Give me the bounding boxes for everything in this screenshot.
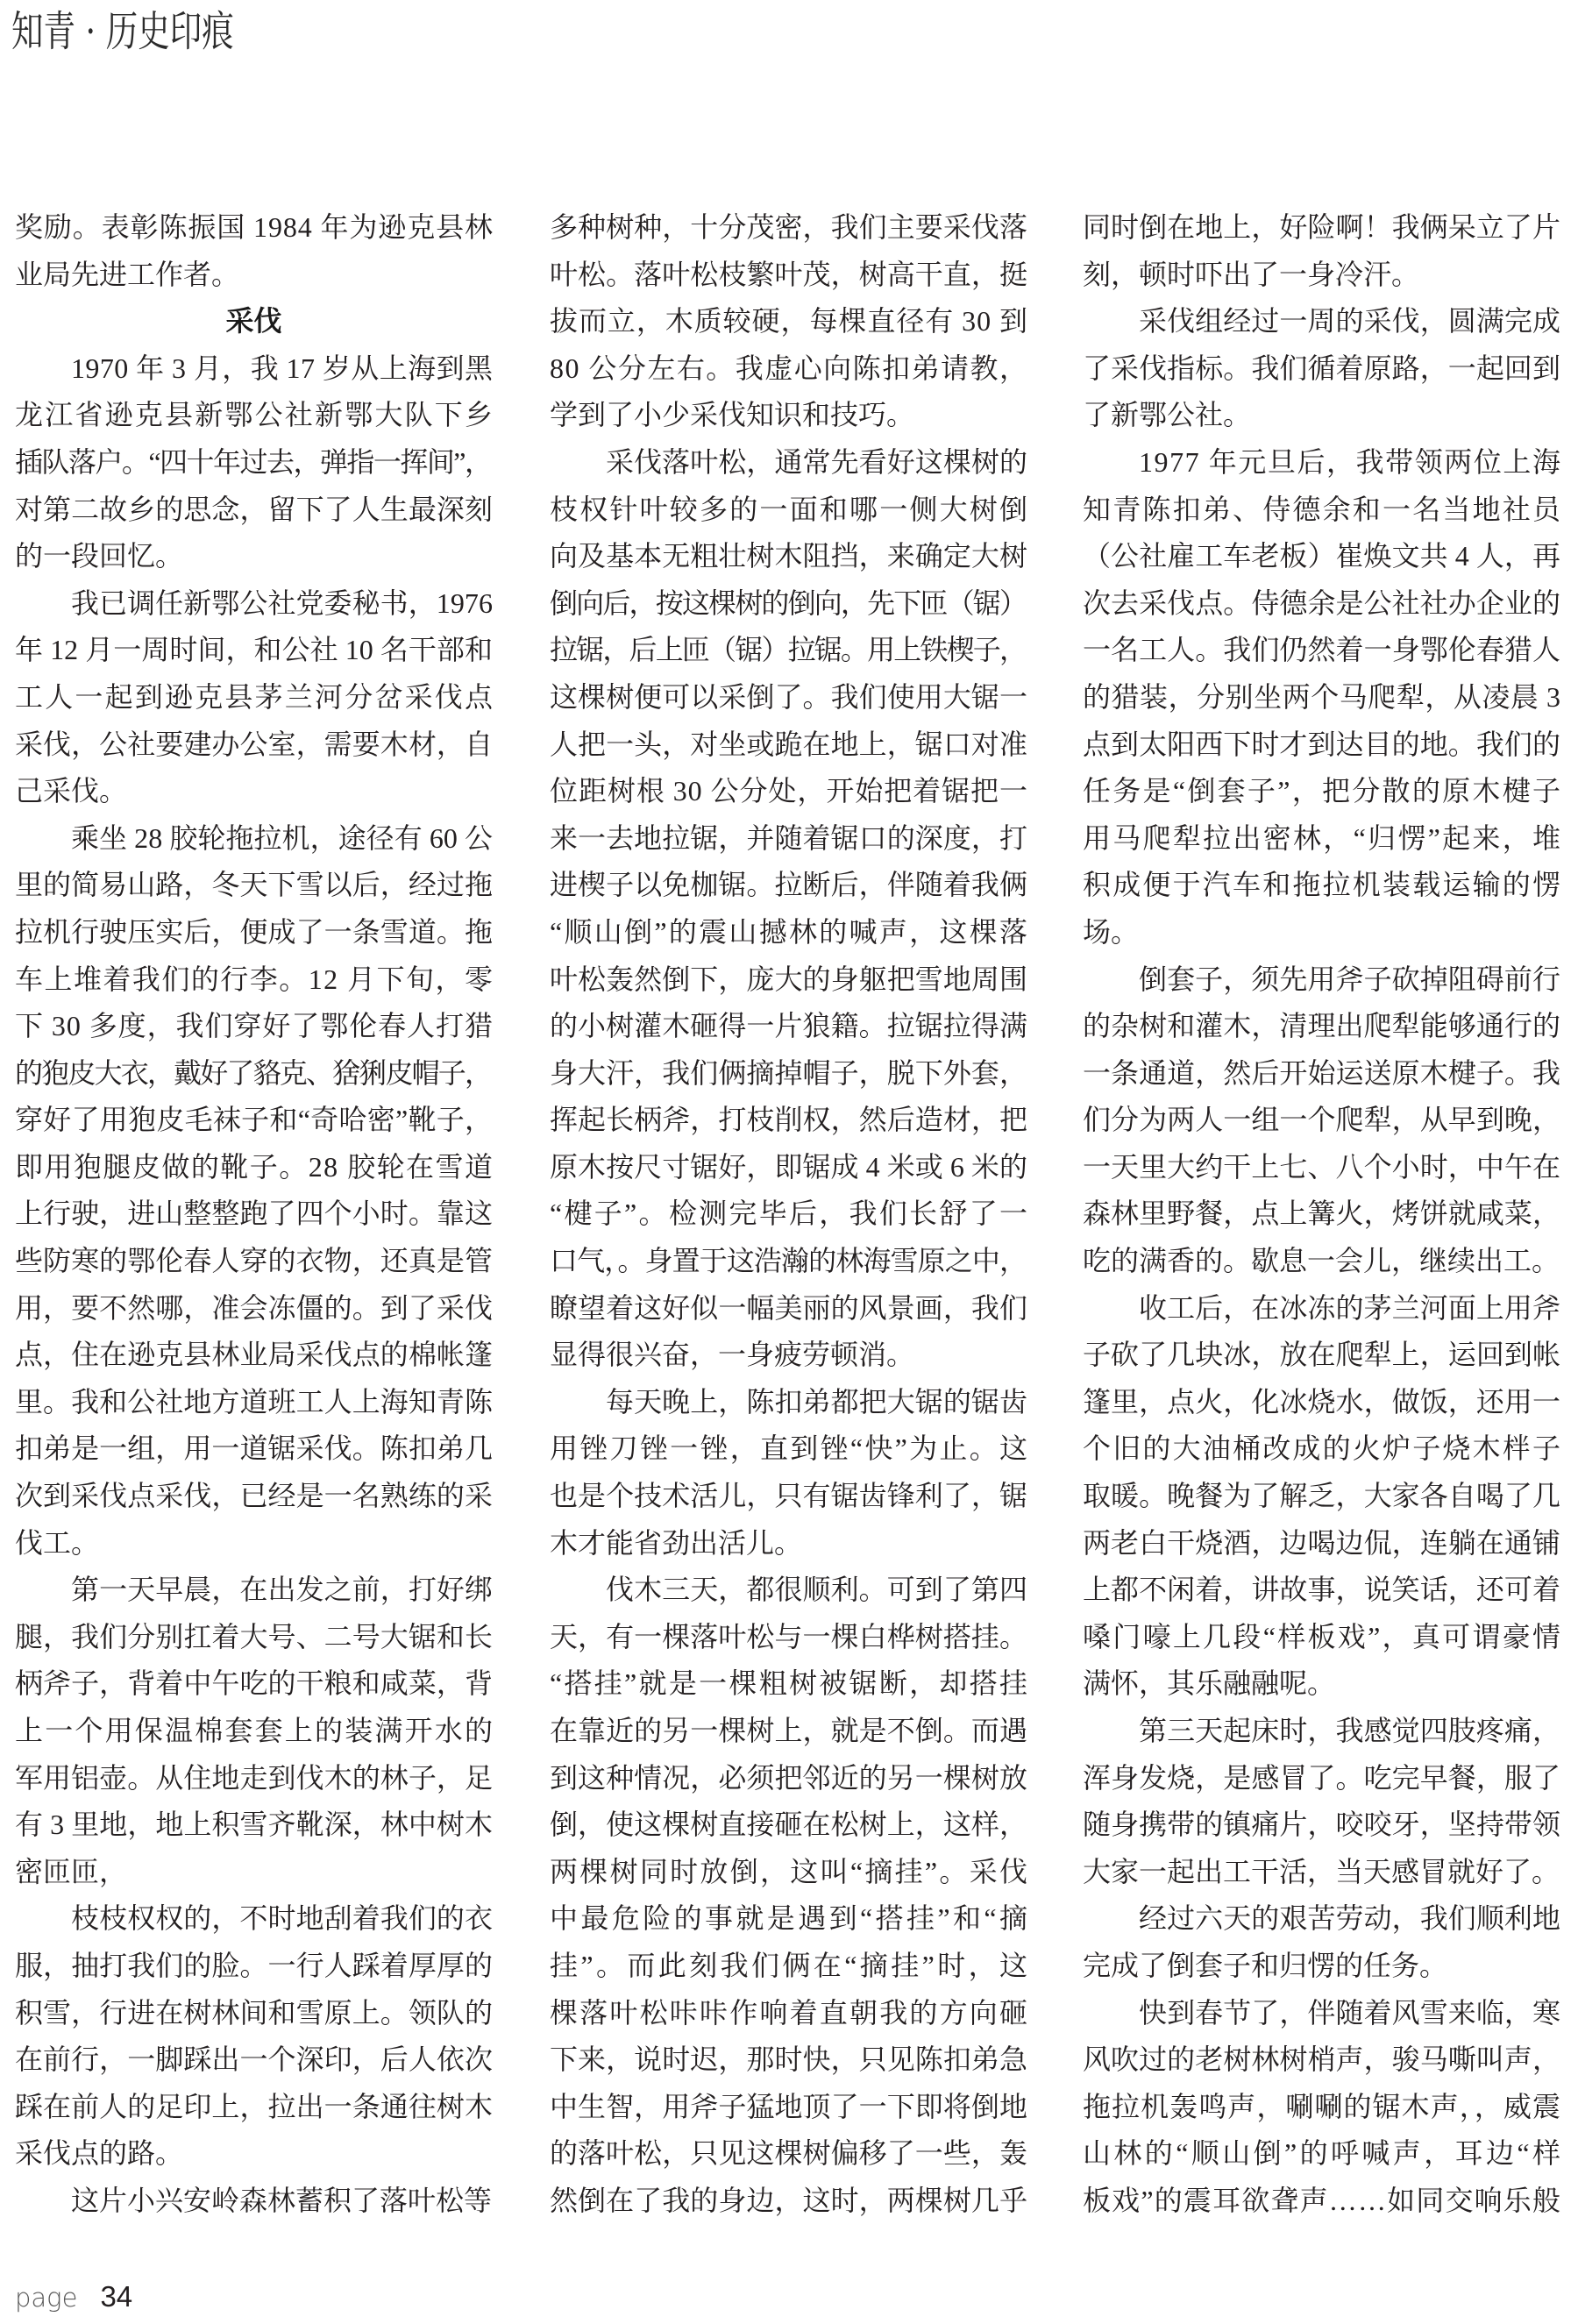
text-line: 里的简易山路，冬天下雪以后，经过拖 — [15, 869, 494, 901]
text-line: 一天里大约干上七、八个小时，中午在 — [1083, 1150, 1561, 1183]
text-line: 对第二故乡的思念，留下了人生最深刻 — [15, 493, 494, 525]
text-line: 中最危险的事就是遇到“搭挂”和“摘 — [550, 1902, 1031, 1935]
text-line: 业局先进工作者。 — [15, 258, 240, 290]
article-column-3 — [1083, 204, 1564, 2225]
article-column-2 — [550, 204, 1031, 2225]
text-line: 次去采伐点。侍德余是公社社办企业的 — [1083, 586, 1561, 619]
text-line: 浑身发烧，是感冒了。吃完早餐，服了 — [1083, 1761, 1561, 1794]
text-line: 显得很兴奋，一身疲劳顿消。 — [550, 1339, 915, 1371]
text-line: 积成便于汽车和拖拉机装载运输的愣 — [1083, 869, 1563, 901]
text-line: 的杂树和灌木，清理出爬犁能够通行的 — [1083, 1010, 1561, 1042]
text-line: 采伐，公社要建办公室，需要木材，自 — [15, 728, 494, 760]
text-line: 森林里野餐，点上篝火，烤饼就咸菜， — [1083, 1198, 1561, 1230]
text-line: 中生智，用斧子猛地顶了一下即将倒地 — [550, 2090, 1028, 2122]
text-line: 原木按尺寸锯好，即锯成 4 米或 6 米的 — [550, 1150, 1028, 1183]
text-line: 踩在前人的足印上，拉出一条通往树木 — [15, 2090, 494, 2122]
text-line: 场。 — [1083, 915, 1140, 948]
text-line: 上一个用保温棉套套上的装满开水的 — [15, 1715, 495, 1746]
text-line: 两棵树同时放倒，这叫“摘挂”。采伐 — [550, 1855, 1030, 1887]
text-line: 我已调任新鄂公社党委秘书，1976 — [71, 586, 494, 619]
text-line: 随身携带的镇痛片，咬咬牙，坚持带领 — [1083, 1809, 1561, 1841]
text-line: 80 公分左右。我虚心向陈扣弟请教， — [550, 352, 1029, 384]
text-line: 大家一起出工干活，当天感冒就好了。 — [1083, 1855, 1560, 1887]
text-line: 第一天早晨，在出发之前，打好绑 — [71, 1574, 494, 1606]
text-line: 里。我和公社地方道班工人上海知青陈 — [15, 1385, 494, 1418]
text-line: 第三天起床时，我感觉四肢疼痛， — [1139, 1715, 1561, 1746]
text-line: 进楔子以免枷锯。拉断后，伴随着我俩 — [550, 869, 1028, 901]
text-line: 天，有一棵落叶松与一棵白桦树搭挂。 — [550, 1620, 1028, 1652]
article-column-1 — [15, 204, 493, 2225]
text-line: “楗子”。检测完毕后，我们长舒了一 — [550, 1198, 1030, 1230]
text-line: 用，要不然哪，准会冻僵的。到了采伐 — [15, 1291, 494, 1324]
text-line: 上行驶，进山整整跑了四个小时。靠这 — [15, 1198, 494, 1230]
text-line: 的狍皮大衣，戴好了貉克、猞猁皮帽子， — [15, 1056, 492, 1089]
text-line: 在前行，一脚踩出一个深印，后人依次 — [15, 2043, 494, 2076]
text-line: 每天晚上，陈扣弟都把大锯的锯齿 — [606, 1385, 1028, 1418]
text-line: 密匝匝， — [15, 1855, 128, 1887]
page-number: 34 — [100, 2280, 133, 2313]
text-line: 年 12 月一周时间，和公社 10 名干部和 — [15, 634, 494, 666]
text-line: 板戏”的震耳欲聋声……如同交响乐般 — [1083, 2184, 1562, 2216]
text-line: 枝枝权权的，不时地刮着我们的衣 — [71, 1902, 494, 1935]
text-line: 用锉刀锉一锉，直到锉“快”为止。这 — [550, 1432, 1030, 1465]
text-line: 伐工。 — [15, 1526, 100, 1559]
text-line: 拖拉机轰鸣声，唰唰的锯木声，，威震 — [1083, 2090, 1562, 2122]
text-line: 任务是“倒套子”，把分散的原木楗子 — [1083, 775, 1563, 807]
text-line: 挥起长柄斧，打枝削权，然后造材，把 — [550, 1104, 1028, 1136]
text-line: 向及基本无粗壮树木阻挡，来确定大树 — [550, 540, 1028, 572]
text-line: 军用铝壶。从住地走到伐木的林子，足 — [15, 1761, 494, 1794]
text-line: 次到采伐点采伐，已经是一名熟练的采 — [15, 1480, 494, 1512]
text-line: 叶松轰然倒下，庞大的身躯把雪地周围 — [550, 963, 1028, 995]
text-line: 采伐点的路。 — [15, 2137, 184, 2170]
text-line: 同时倒在地上，好险啊！我俩呆立了片 — [1083, 211, 1561, 243]
text-line: 下来，说时迟，那时快，只见陈扣弟急 — [550, 2043, 1028, 2076]
text-line: 经过六天的艰苦劳动，我们顺利地 — [1139, 1902, 1561, 1935]
text-line: 知青陈扣弟、侍德余和一名当地社员 — [1083, 493, 1563, 525]
text-line: 的落叶松，只见这棵树偏移了一些，轰 — [550, 2137, 1028, 2170]
text-line: 挂”。而此刻我们俩在“摘挂”时，这 — [550, 1949, 1031, 1981]
page-label: page — [15, 2283, 78, 2313]
text-line: 的小树灌木砸得一片狼籍。拉锯拉得满 — [550, 1010, 1028, 1042]
text-line: 了采伐指标。我们循着原路，一起回到 — [1083, 352, 1561, 384]
text-line: 位距树根 30 公分处，开始把着锯把一 — [550, 775, 1028, 807]
text-line: 拉锯，后上匝（锯）拉锯。用上铁楔子， — [550, 634, 1027, 666]
text-line: 然倒在了我的身边，这时，两棵树几乎 — [550, 2184, 1028, 2216]
text-line: 一名工人。我们仍然着一身鄂伦春猎人 — [1083, 634, 1561, 666]
text-line: 的一段回忆。 — [15, 540, 184, 572]
text-line: 这棵树便可以采倒了。我们使用大锯一 — [550, 680, 1028, 713]
text-line: 满怀，其乐融融呢。 — [1083, 1667, 1336, 1700]
text-line: 工人一起到逊克县茅兰河分岔采伐点 — [15, 680, 495, 713]
text-line: 龙江省逊克县新鄂公社新鄂大队下乡 — [15, 399, 495, 431]
text-line: 柄斧子，背着中午吃的干粮和咸菜，背 — [15, 1667, 494, 1700]
text-line: 些防寒的鄂伦春人穿的衣物，还真是管 — [15, 1245, 494, 1277]
text-line: 完成了倒套子和归愣的任务。 — [1083, 1949, 1448, 1981]
text-line: 1977 年元旦后，我带领两位上海 — [1139, 445, 1562, 478]
text-line: （公社雇工车老板）崔焕文共 4 人，再 — [1083, 540, 1561, 572]
text-line: 棵落叶松咔咔作响着直朝我的方向砸 — [550, 1996, 1030, 2029]
text-line: 了新鄂公社。 — [1083, 399, 1252, 431]
text-line: “搭挂”就是一棵粗树被锯断，却搭挂 — [550, 1667, 1030, 1700]
text-line: 有 3 里地，地上积雪齐靴深，林中树木 — [15, 1809, 494, 1841]
text-line: 这片小兴安岭森林蓄积了落叶松等 — [71, 2184, 493, 2216]
text-line: 子砍了几块冰，放在爬犁上，运回到帐 — [1083, 1339, 1561, 1371]
text-line: 吃的满香的。歇息一会儿，继续出工。 — [1083, 1245, 1560, 1277]
text-line: 的猎装，分别坐两个马爬犁，从凌晨 3 — [1083, 680, 1561, 713]
text-line: 到这种情况，必须把邻近的另一棵树放 — [550, 1761, 1028, 1794]
text-line: 车上堆着我们的行李。12 月下旬，零 — [15, 963, 494, 995]
text-line: 乘坐 28 胶轮拖拉机，途径有 60 公 — [71, 821, 494, 854]
text-line: 瞭望着这好似一幅美丽的风景画，我们 — [550, 1291, 1028, 1324]
text-line: 穿好了用狍皮毛袜子和“奇哈密”靴子， — [15, 1104, 494, 1136]
text-line: 人把一头，对坐或跪在地上，锯口对准 — [550, 728, 1028, 760]
text-line: 叶松。落叶松枝繁叶茂，树高干直，挺 — [550, 258, 1028, 290]
text-line: 用马爬犁拉出密林，“归愣”起来，堆 — [1083, 821, 1563, 854]
text-line: 拔而立，木质较硬，每棵直径有 30 到 — [550, 305, 1028, 338]
text-line: 上都不闲着，讲故事，说笑话，还可着 — [1083, 1574, 1561, 1606]
text-line: 伐木三天，都很顺利。可到了第四 — [606, 1574, 1028, 1606]
text-line: 积雪，行进在树林间和雪原上。领队的 — [15, 1996, 494, 2029]
text-line: 风吹过的老树林树梢声，骏马嘶叫声， — [1083, 2043, 1561, 2076]
text-line: 来一去地拉锯，并随着锯口的深度，打 — [550, 821, 1028, 854]
text-line: 服，抽打我们的脸。一行人踩着厚厚的 — [15, 1949, 494, 1981]
text-line: 扣弟是一组，用一道锯采伐。陈扣弟几 — [15, 1432, 494, 1465]
text-line: 山林的“顺山倒”的呼喊声，耳边“样 — [1083, 2137, 1564, 2170]
text-line: 也是个技术活儿，只有锯齿锋利了，锯 — [550, 1480, 1028, 1512]
text-line: 采伐组经过一周的采伐，圆满完成 — [1139, 305, 1561, 338]
text-line: 拉机行驶压实后，便成了一条雪道。拖 — [15, 915, 494, 948]
text-line: 木才能省劲出活儿。 — [550, 1526, 803, 1559]
text-line: 在靠近的另一棵树上，就是不倒。而遇 — [550, 1715, 1028, 1746]
text-line: 刻，顿时吓出了一身冷汗。 — [1083, 258, 1420, 290]
text-line: 取暖。晚餐为了解乏，大家各自喝了几 — [1083, 1480, 1561, 1512]
text-line: 倒向后，按这棵树的倒向，先下匝（锯） — [550, 586, 1027, 619]
section-heading: 采伐 — [225, 304, 282, 338]
text-line: 多种树种，十分茂密，我们主要采伐落 — [550, 211, 1028, 243]
text-line: 学到了小少采伐知识和技巧。 — [550, 399, 915, 431]
text-line: 两老白干烧酒，边喝边侃，连躺在通铺 — [1083, 1526, 1561, 1559]
text-line: 奖励。表彰陈振国 1984 年为逊克县林 — [15, 211, 494, 243]
text-line: 身大汗，我们俩摘掉帽子，脱下外套， — [550, 1056, 1028, 1089]
text-line: 倒，使这棵树直接砸在松树上，这样， — [550, 1809, 1028, 1841]
text-line: 1970 年 3 月，我 17 岁从上海到黑 — [71, 352, 494, 384]
text-line: 快到春节了，伴随着风雪来临，寒 — [1139, 1996, 1561, 2029]
text-line: 口气，。身置于这浩瀚的林海雪原之中， — [550, 1245, 1027, 1277]
text-line: 倒套子，须先用斧子砍掉阻碍前行 — [1139, 963, 1561, 995]
text-line: 枝权针叶较多的一面和哪一侧大树倒 — [550, 493, 1030, 525]
text-line: 篷里，点火，化冰烧水，做饭，还用一 — [1083, 1385, 1561, 1418]
text-line: 下 30 多度，我们穿好了鄂伦春人打猎 — [15, 1010, 494, 1042]
text-line: 腿，我们分别扛着大号、二号大锯和长 — [15, 1620, 494, 1652]
text-line: “顺山倒”的震山撼林的喊声，这棵落 — [550, 915, 1030, 948]
text-line: 己采伐。 — [15, 775, 128, 807]
text-line: 即用狍腿皮做的靴子。28 胶轮在雪道 — [15, 1150, 494, 1183]
text-line: 们分为两人一组一个爬犁，从早到晚， — [1083, 1104, 1561, 1136]
text-line: 收工后，在冰冻的茅兰河面上用斧 — [1139, 1291, 1561, 1324]
text-line: 采伐落叶松，通常先看好这棵树的 — [606, 445, 1028, 478]
text-line: 一条通道，然后开始运送原木楗子。我 — [1083, 1056, 1561, 1089]
text-line: 插队落户。“四十年过去，弹指一挥间”， — [15, 445, 492, 478]
page-footer — [15, 2278, 132, 2317]
text-line: 嗓门嚎上几段“样板戏”，真可谓豪情 — [1083, 1620, 1563, 1652]
text-line: 个旧的大油桶改成的火炉子烧木柈子 — [1083, 1432, 1563, 1465]
text-line: 点到太阳西下时才到达目的地。我们的 — [1083, 728, 1561, 760]
text-line: 点，住在逊克县林业局采伐点的棉帐篷 — [15, 1339, 494, 1371]
section-title: 知青 · 历史印痕 — [11, 7, 234, 56]
